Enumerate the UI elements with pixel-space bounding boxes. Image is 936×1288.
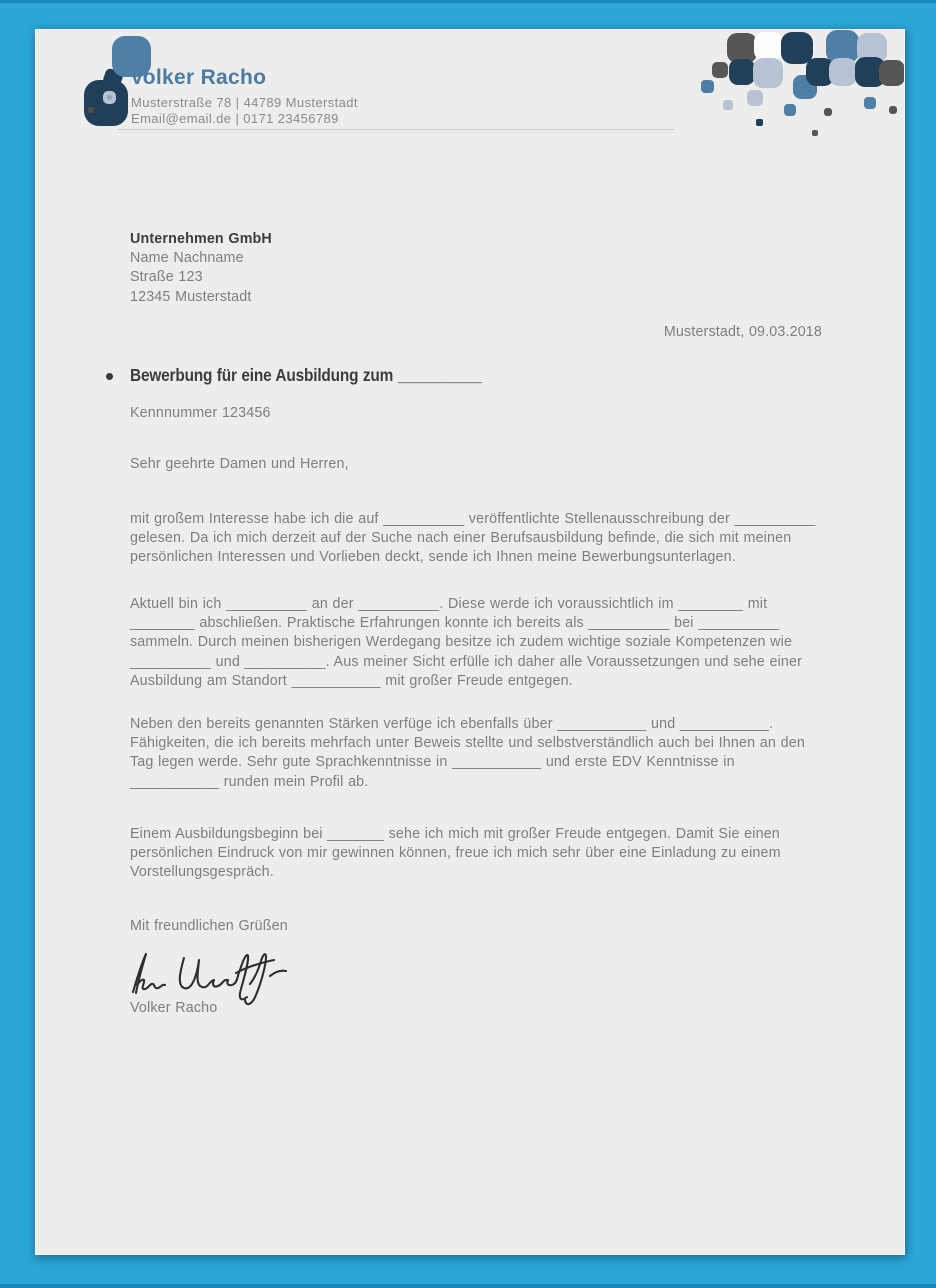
- salutation: Sehr geehrte Damen und Herren,: [130, 456, 349, 472]
- recipient-block: [130, 230, 822, 307]
- body-paragraph: Einem Ausbildungsbeginn bei _______ sehe ich mich mit großer Freude entgegen. Damit Sie einen persönlichen Eindruck von mir gewinnen können, freue ich mich sehr über eine Einladung zu einem Vorstellungsgespräch.: [130, 826, 781, 881]
- mosaic-dot-icon: [753, 58, 783, 88]
- recipient-contact: Name Nachname: [130, 250, 244, 267]
- sender-name: Volker Racho: [130, 66, 267, 89]
- recipient-street: Straße 123: [130, 269, 203, 286]
- bullet-icon: [106, 373, 113, 380]
- sender-address: Musterstraße 78 | 44789 Musterstadt: [131, 95, 358, 110]
- mosaic-dot-icon: [701, 80, 714, 93]
- mosaic-dot-icon: [781, 32, 813, 64]
- mosaic-dot-icon: [812, 130, 818, 136]
- signature-name: Volker Racho: [130, 1000, 218, 1016]
- recipient-city: 12345 Musterstadt: [130, 288, 252, 305]
- mosaic-dot-icon: [864, 97, 876, 109]
- sender-contact: Email@email.de | 0171 23456789: [131, 111, 339, 126]
- mosaic-dot-icon: [754, 32, 783, 61]
- frame-edge-top: [0, 0, 936, 3]
- frame-edge-bottom: [0, 1284, 936, 1288]
- mosaic-dot-icon: [723, 100, 733, 110]
- mosaic-dot-icon: [889, 106, 897, 114]
- subject-text: Bewerbung für eine Ausbildung zum __________: [130, 365, 482, 385]
- logo-dot-icon: [88, 107, 94, 113]
- reference-line: Kennnummer 123456: [130, 405, 271, 421]
- body-paragraph: mit großem Interesse habe ich die auf __________ veröffentlichte Stellenausschreibung der __________ gelesen. Da ich mich derzeit auf der Suche nach einer Berufsausbildung befinde, die sich mit meinen persönlichen Interessen und Vorlieben deckt, sende ich Ihnen meine Bewerbungsunterlagen.: [130, 511, 816, 566]
- date-line: Musterstadt, 09.03.2018: [663, 324, 822, 340]
- mosaic-dot-icon: [784, 104, 796, 116]
- recipient-company: Unternehmen GmbH: [130, 231, 272, 247]
- logo-dot-icon: [103, 91, 116, 104]
- mosaic-dot-icon: [879, 60, 904, 86]
- body-paragraph: Neben den bereits genannten Stärken verfüge ich ebenfalls über ___________ und ___________. Fähigkeiten, die ich bereits mehrfach unter Beweis stellte und selbstverständlich auch bei Ihnen an den Tag legen werde. Sehr gute Sprachkenntnisse in ___________ und erste EDV Kenntnisse in ___________ runden mein Profil ab.: [130, 716, 805, 790]
- header-divider: [118, 129, 674, 133]
- letter-page: [35, 29, 905, 1255]
- closing-line: Mit freundlichen Grüßen: [130, 918, 288, 934]
- mosaic-dot-icon: [747, 90, 763, 106]
- mosaic-dot-icon: [756, 119, 763, 126]
- body-paragraph: Aktuell bin ich __________ an der __________. Diese werde ich voraussichtlich im ________ mit ________ abschließen. Praktische Erfahrungen konnte ich bereits als __________ bei __________ sammeln. Durch meinen bisherigen Werdegang besitze ich zudem wichtige soziale Kompetenzen wie __________ und __________. Aus meiner Sicht erfülle ich daher alle Voraussetzungen und sehe einer Ausbildung am Standort ___________ mit großer Freude entgegen.: [130, 596, 803, 689]
- mosaic-dot-icon: [712, 62, 728, 78]
- subject-line: [130, 366, 822, 387]
- mosaic-dot-icon: [729, 59, 755, 85]
- mosaic-dot-icon: [829, 58, 857, 86]
- mosaic-dot-icon: [824, 108, 832, 116]
